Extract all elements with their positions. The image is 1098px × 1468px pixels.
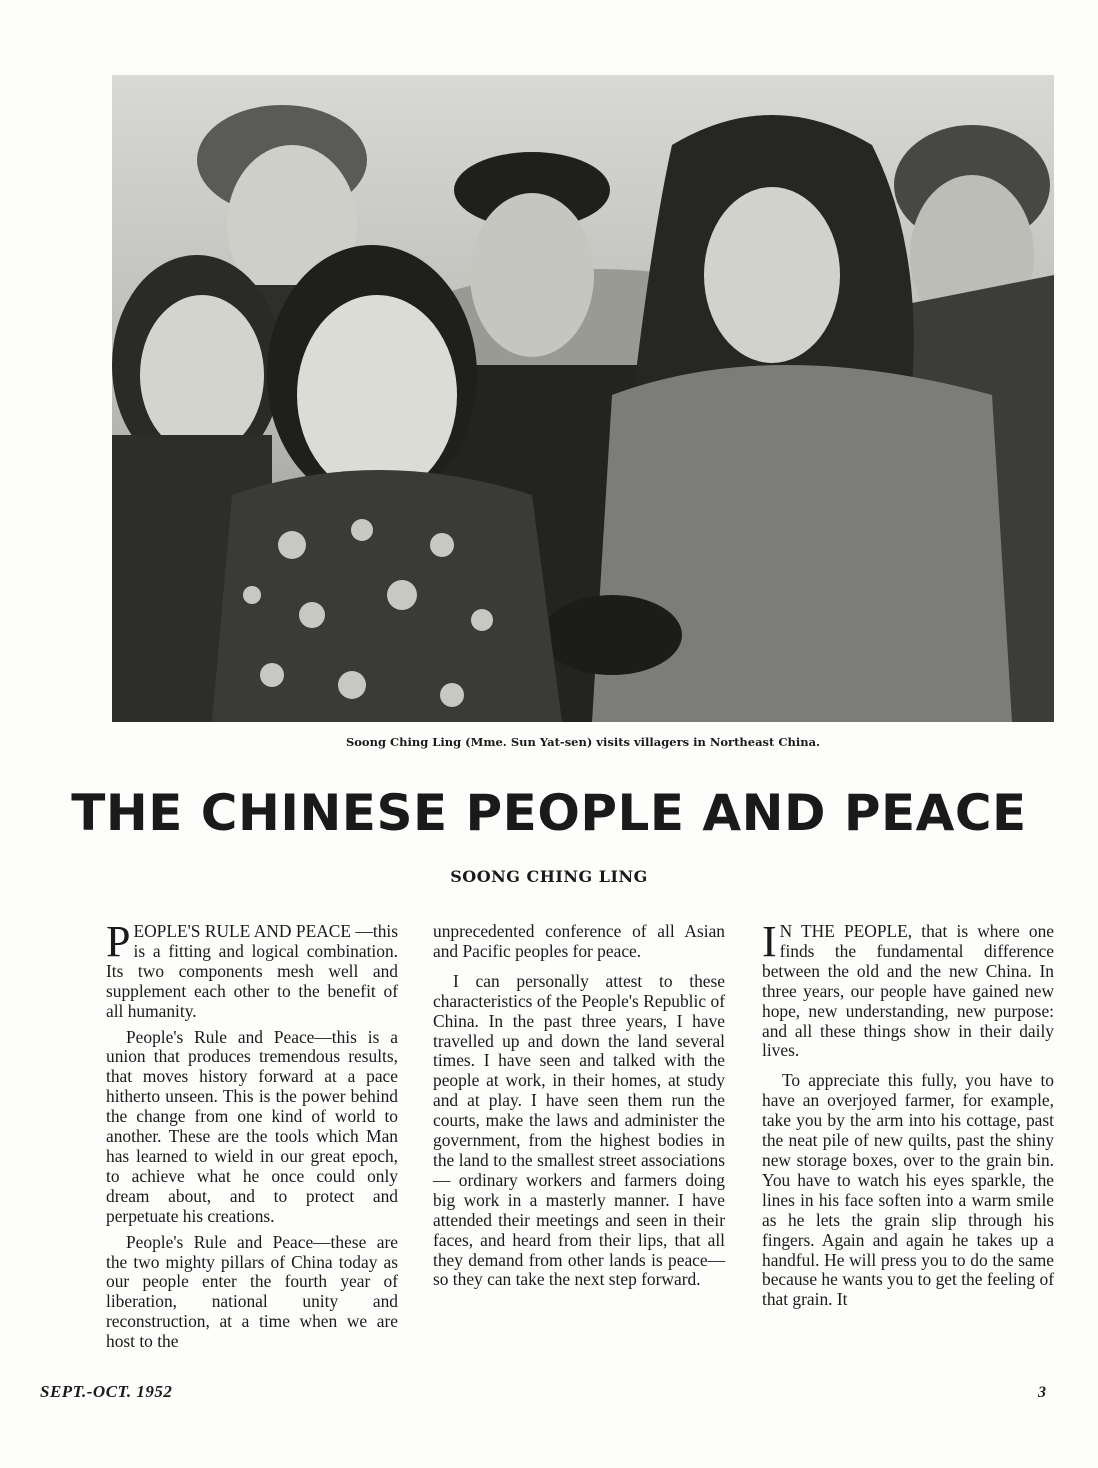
- drop-cap: P: [106, 917, 131, 966]
- paragraph: [762, 917, 1054, 1061]
- paragraph: unprecedented conference of all Asian and Pacific peoples for peace.: [433, 921, 725, 961]
- photo-caption: Soong Ching Ling (Mme. Sun Yat-sen) visits villagers in Northeast China.: [345, 735, 821, 749]
- drop-cap: I: [762, 917, 777, 966]
- photo-illustration: [112, 75, 1054, 722]
- paragraph: People's Rule and Peace—this is a union that produces tremendous results, that moves history forward at a pace hitherto unseen. This is the power behind the change from one kind of world to another. These are the tools which Man has learned to wield in our great epoch, to achieve what he once could only dream about, and to protect and perpetuate his creations.: [106, 1026, 398, 1226]
- article-author: SOONG CHING LING: [450, 867, 648, 886]
- article-title: THE CHINESE PEOPLE AND PEACE: [71, 784, 1027, 842]
- paragraph: To appreciate this fully, you have to have an overjoyed farmer, for example, take you by the arm into his cottage, past the neat pile of new quilts, past the shiny new storage boxes, over to the grain bin. You have to watch his eyes sparkle, the lines in his face soften into a warm smile as he lets the grain slip through his fingers. Again and again he takes up a handful. He will press you to do the same because he wants you to get the feeling of that grain. It: [762, 1070, 1054, 1310]
- paragraph: [106, 917, 398, 1022]
- paragraph: I can personally attest to these characteristics of the People's Republic of China. In the past three years, I have travelled up and down the land several times. I have seen and talked with the people at work, in their homes, at study and at play. I have seen them run the courts, make the laws and administer the government, from the highest bodies in the land to the smallest street associations — ordinary workers and farmers doing big work in a masterly manner. I have attended their meetings and seen in their faces, and heard from their lips, that all they demand from other lands is peace—so they can take the next step forward.: [433, 970, 725, 1290]
- page-number: 3: [1038, 1384, 1046, 1401]
- paragraph-text: N THE PEOPLE, that is where one finds the fundamental difference between the old and the new China. In three years, our people have gained new hope, new understanding, new purpose: and all these things show in their daily lives.: [762, 921, 1054, 1061]
- text-column-3: [762, 917, 1054, 1316]
- issue-date: SEPT.-OCT. 1952: [40, 1382, 173, 1401]
- paragraph: People's Rule and Peace—these are the two mighty pillars of China today as our people enter the fourth year of liberation, national unity and reconstruction, at a time when we are host to the: [106, 1231, 398, 1352]
- paragraph-text: EOPLE'S RULE AND PEACE —this is a fitting and logical combination. Its two components mesh well and supplement each other to the benefit of all humanity.: [106, 921, 398, 1021]
- article-photo: [112, 75, 1054, 722]
- text-column-1: [106, 917, 398, 1358]
- text-column-2: [433, 922, 725, 1296]
